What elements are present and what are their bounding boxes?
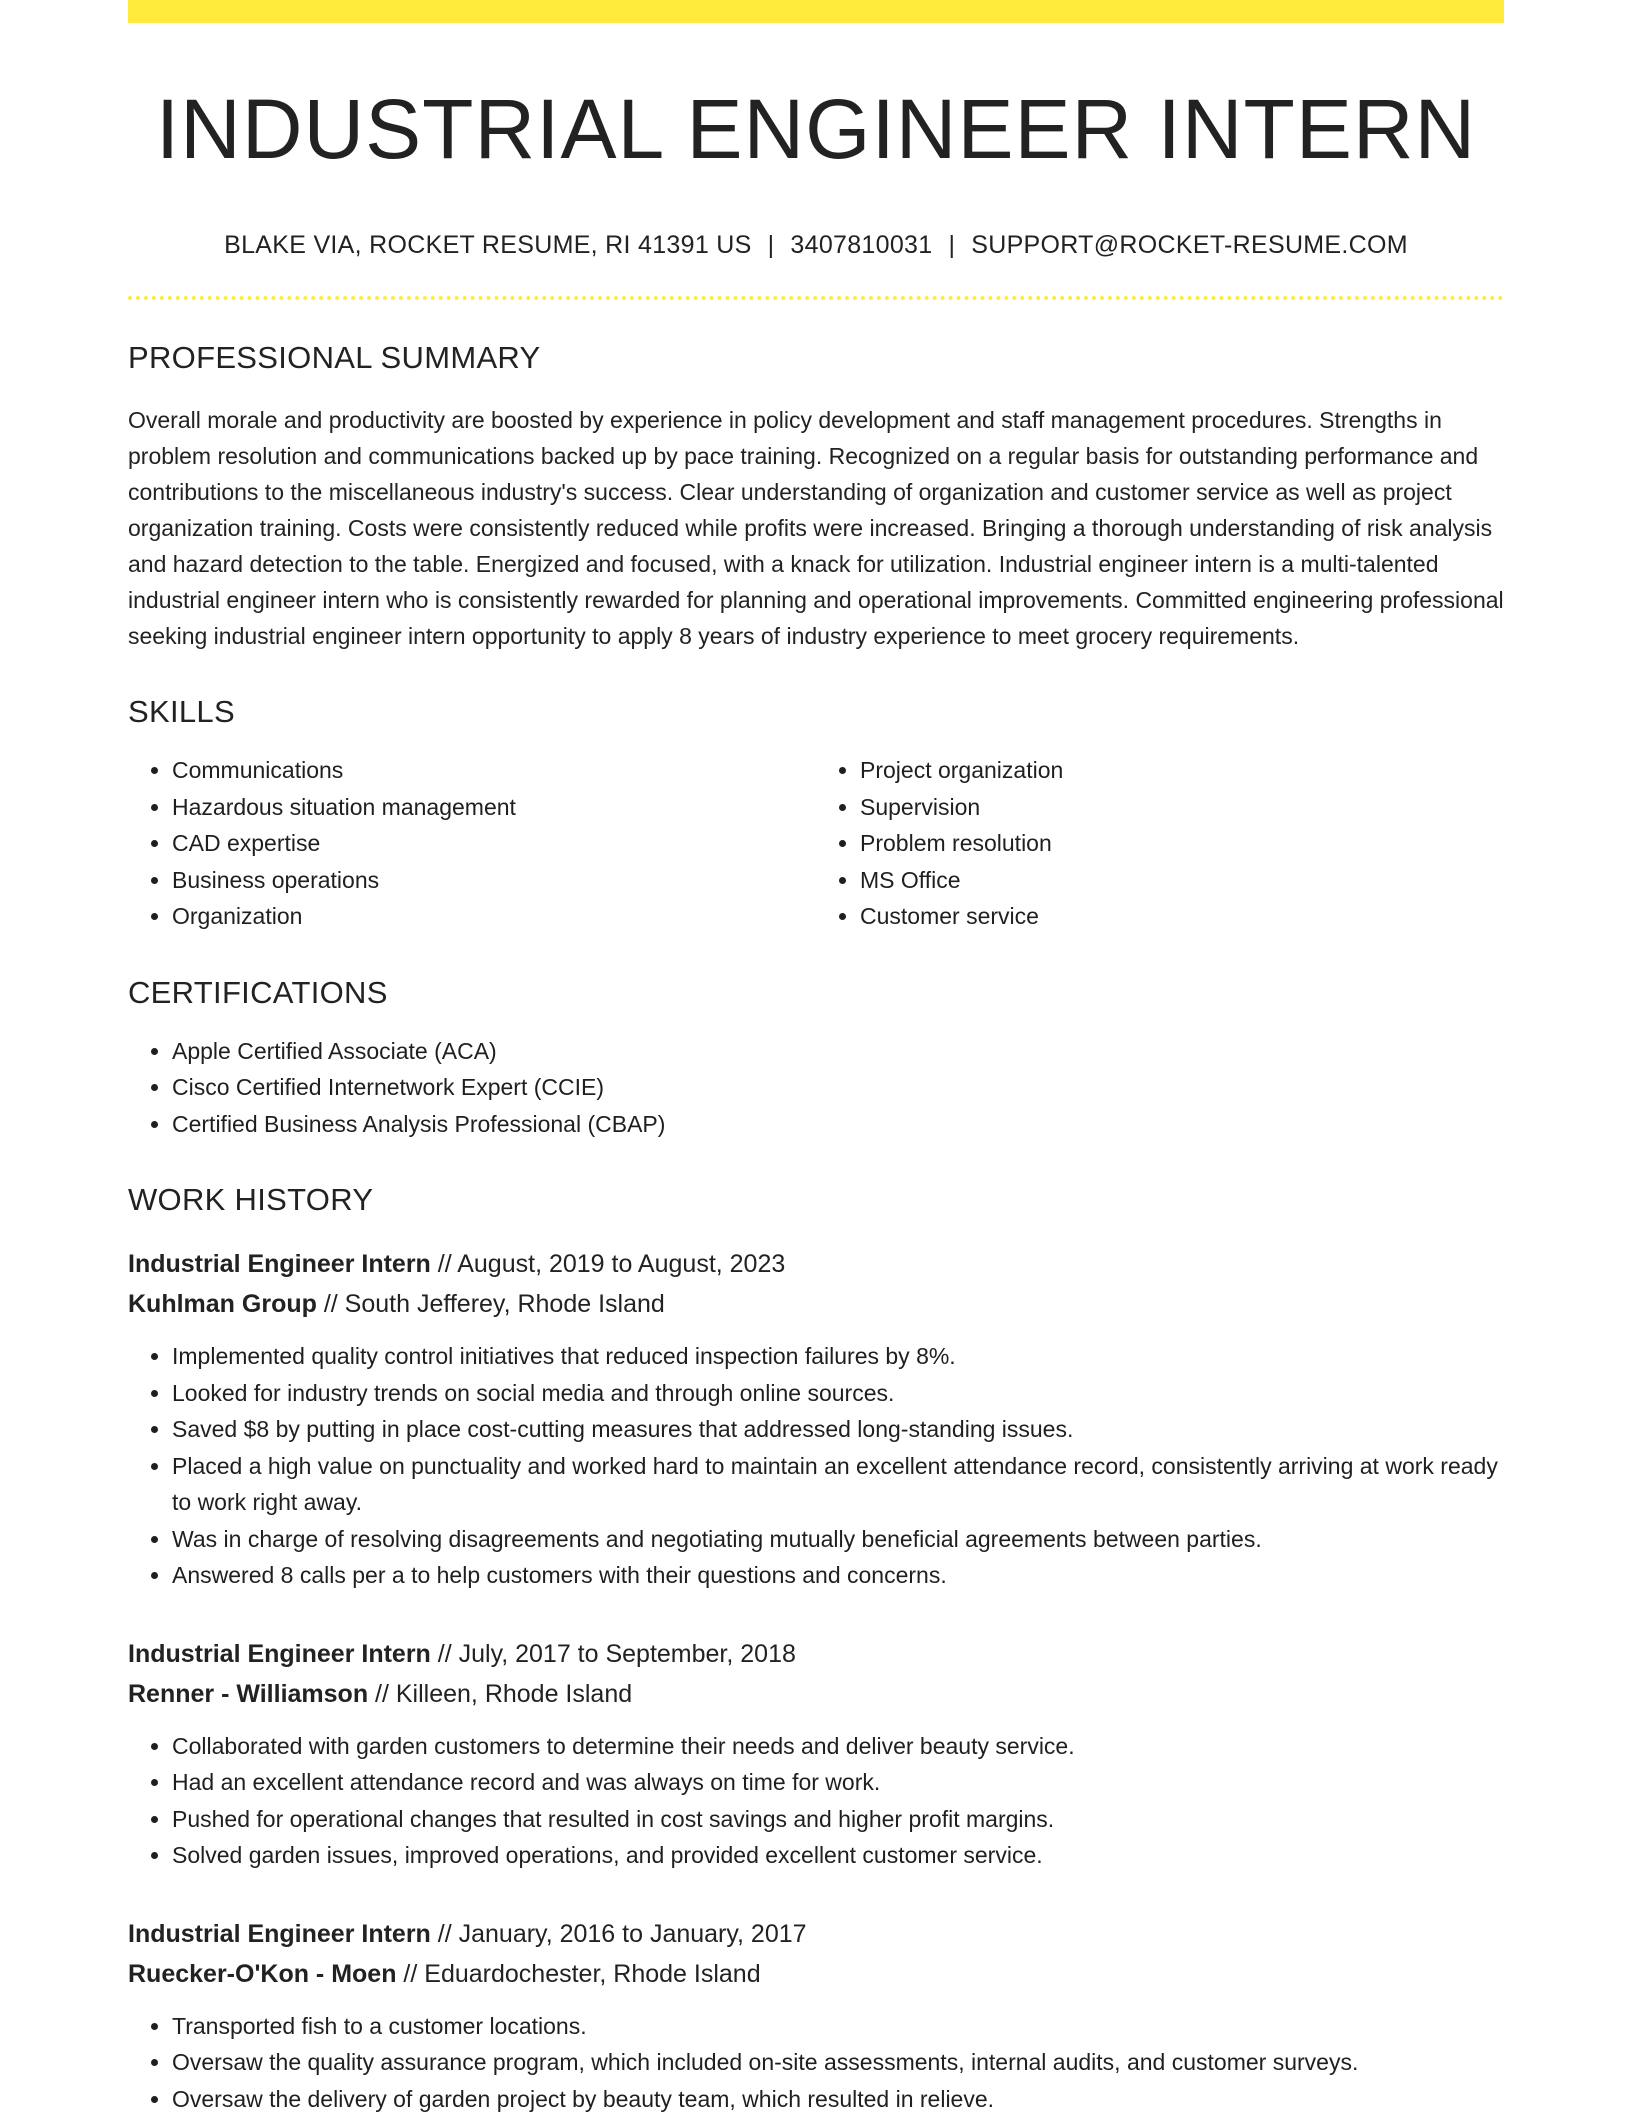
skill-item: • Problem resolution [860,825,1504,862]
contact-phone: 3407810031 [790,231,933,260]
certification-item: • Apple Certified Associate (ACA) [172,1033,1504,1070]
summary-text: Overall morale and productivity are boosted by experience in policy development and staff management procedures. Strengths in problem resolution and communications backed up by pace training. Recognized on a regular basis for outstanding performance and contributions to the miscellaneous industry's success. Clear understanding of organization and customer service as well as project organization training. Costs were consistently reduced while profits were increased. Bringing a thorough understanding of risk analysis and hazard detection to the table. Energized and focused, with a knack for utilization. Industrial engineer intern is a multi-talented industrial engineer intern who is consistently rewarded for planning and operational improvements. Committed engineering professional seeking industrial engineer intern opportunity to apply 8 years of industry experience to meet grocery requirements. [128,407,1504,650]
job-company: Kuhlman Group [128,1290,317,1319]
job-bullet: • Had an excellent attendance record and was always on time for work. [172,1764,1504,1801]
job-title-line [128,1244,1504,1284]
job-title-line [128,1914,1504,1954]
skills-list-right [816,752,1504,935]
job-company: Renner - Williamson [128,1679,369,1708]
job-bullet: • Was in charge of resolving disagreements and negotiating mutually beneficial agreements between parties. [172,1521,1504,1558]
job-bullet: • Saved $8 by putting in place cost-cutting measures that addressed long-standing issues. [172,1411,1504,1448]
job-bullet: • Transported fish to a customer locations. [172,2008,1504,2045]
job-bullets [128,1728,1504,1874]
job-entry [128,1244,1504,1594]
top-accent-bar [128,0,1504,23]
certification-item: • Cisco Certified Internetwork Expert (CCIE) [172,1069,1504,1106]
contact-address: BLAKE VIA, ROCKET RESUME, RI 41391 US [224,231,752,260]
skill-item: • Customer service [860,898,1504,935]
skill-item: • Hazardous situation management [172,789,816,826]
job-bullet: • Solved garden issues, improved operations, and provided excellent customer service. [172,1837,1504,1874]
skill-item: • CAD expertise [172,825,816,862]
skill-item: • MS Office [860,862,1504,899]
job-company-line [128,1284,1504,1324]
job-company-line [128,1954,1504,1994]
skills-grid [128,730,1504,935]
job-company-line [128,1674,1504,1714]
contact-separator: | [948,231,956,260]
skill-item: • Organization [172,898,816,935]
job-bullet: • Placed a high value on punctuality and worked hard to maintain an excellent attendance record, consistently arriving at work ready to work right away. [172,1448,1504,1521]
certification-item: • Certified Business Analysis Professional (CBAP) [172,1106,1504,1143]
job-title: Industrial Engineer Intern [128,1639,431,1668]
job-bullets [128,1338,1504,1594]
skill-item: • Supervision [860,789,1504,826]
job-bullet: • Implemented quality control initiatives that reduced inspection failures by 8%. [172,1338,1504,1375]
skill-item: • Project organization [860,752,1504,789]
contact-separator: | [767,231,775,260]
job-entry [128,1634,1504,1874]
job-bullet: • Oversaw the quality assurance program, which included on-site assessments, internal audits, and customer surveys. [172,2044,1504,2081]
resume-page [128,0,1504,2117]
job-entry [128,1914,1504,2117]
contact-line [128,231,1504,260]
job-bullet: • Answered 8 calls per a to help customers with their questions and concerns. [172,1557,1504,1594]
resume-title: INDUSTRIAL ENGINEER INTERN [155,82,1477,176]
job-title: Industrial Engineer Intern [128,1919,431,1948]
job-dates: // January, 2016 to January, 2017 [430,1919,807,1948]
job-title-line [128,1634,1504,1674]
job-dates: // July, 2017 to September, 2018 [430,1639,796,1668]
job-bullets [128,2008,1504,2117]
contact-email: SUPPORT@ROCKET-RESUME.COM [971,231,1408,260]
skills-list-left [128,752,816,935]
job-location: // Killeen, Rhode Island [368,1679,633,1708]
job-bullet: • Collaborated with garden customers to determine their needs and deliver beauty service. [172,1728,1504,1765]
job-bullet: • Oversaw the delivery of garden project by beauty team, which resulted in relieve. [172,2081,1504,2117]
job-location: // Eduardochester, Rhode Island [396,1959,761,1988]
skill-item: • Business operations [172,862,816,899]
job-bullet: • Looked for industry trends on social media and through online sources. [172,1375,1504,1412]
dotted-divider [128,296,1504,300]
skills-heading: SKILLS [128,694,235,730]
job-bullet: • Pushed for operational changes that resulted in cost savings and higher profit margins. [172,1801,1504,1838]
job-dates: // August, 2019 to August, 2023 [430,1250,786,1279]
job-title: Industrial Engineer Intern [128,1250,431,1279]
skill-item: • Communications [172,752,816,789]
certifications-list [128,1033,1504,1143]
job-location: // South Jefferey, Rhode Island [316,1290,665,1319]
certifications-heading: CERTIFICATIONS [128,974,388,1010]
work-history-heading: WORK HISTORY [128,1182,374,1218]
job-company: Ruecker-O'Kon - Moen [128,1959,397,1988]
summary-heading: PROFESSIONAL SUMMARY [128,340,541,376]
